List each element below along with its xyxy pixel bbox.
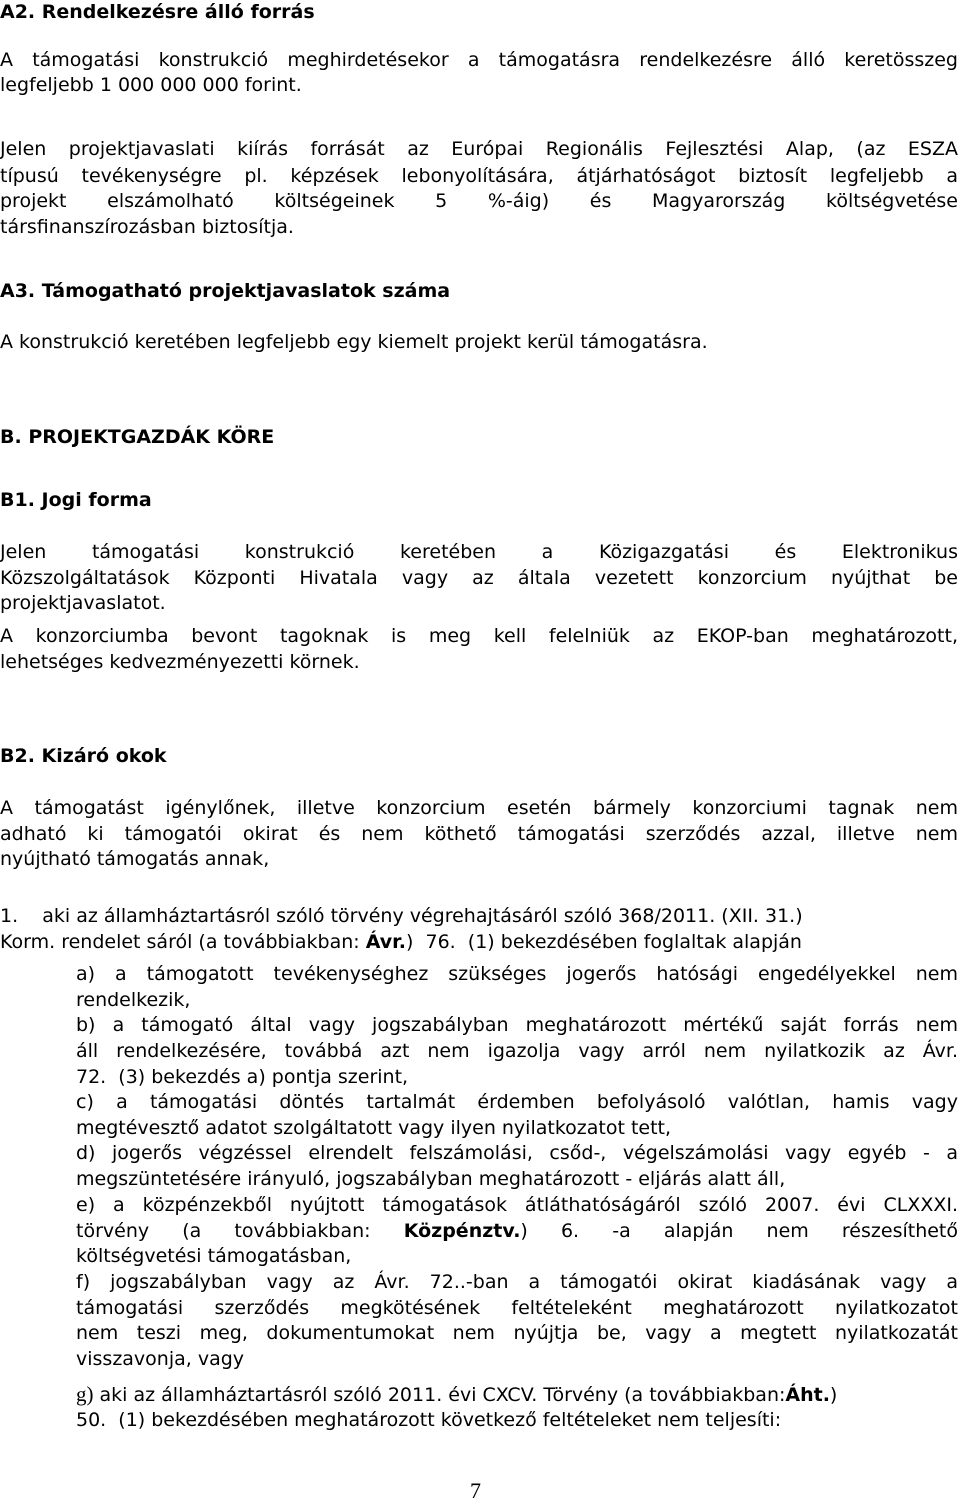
b2-b-line3: 72. (3) bekezdés a) pontja szerint, <box>76 1066 409 1088</box>
b2-f-line2: támogatási szerződés megkötésének feltételeként meghatározott nyilatkozatot <box>76 1297 958 1319</box>
b1-p1-line1: Jelen támogatási konstrukció keretében a Közigazgatási és Elektronikus <box>0 541 958 563</box>
a2-p2-line2: típusú tevékenységre pl. képzések lebonyolítására, átjárhatóságot biztosít legfeljebb a <box>0 165 958 187</box>
page-number: 7 <box>470 1478 481 1503</box>
section-heading-b2: B2. Kizáró okok <box>0 745 167 767</box>
b2-d-line1: d) jogerős végzéssel elrendelt felszámolási, csőd-, végelszámolási vagy egyéb - a <box>76 1142 958 1164</box>
a2-p2-line3: projekt elszámolható költségeinek 5 %-áig) és Magyarország költségvetése <box>0 190 958 212</box>
b2-g-line2: 50. (1) bekezdésében meghatározott következő feltételeket nem teljesíti: <box>76 1409 782 1431</box>
section-heading-a3: A3. Támogatható projektjavaslatok száma <box>0 280 451 302</box>
b2-b-line1: b) a támogató által vagy jogszabályban meghatározott mértékű saját forrás nem <box>76 1014 958 1036</box>
b2-f-line4: visszavonja, vagy <box>76 1348 245 1370</box>
b2-item1-line1: 1. aki az államháztartásról szóló törvény végrehajtásáról szóló 368/2011. (XII. 31.) <box>0 905 803 927</box>
b1-p1-line3: projektjavaslatot. <box>0 592 166 614</box>
b2-c-line1: c) a támogatási döntés tartalmát érdemben befolyásoló valótlan, hamis vagy <box>76 1091 958 1113</box>
b1-p2-line1: A konzorciumba bevont tagoknak is meg kell felelniük az EKOP-ban meghatározott, <box>0 625 958 647</box>
b2-f-line1: f) jogszabályban vagy az Ávr. 72..-ban a támogatói okirat kiadásának vagy a <box>76 1271 958 1293</box>
a2-p2-line1: Jelen projektjavaslati kiírás forrását az Európai Regionális Fejlesztési Alap, (az ESZA <box>0 138 958 160</box>
b2-d-line2: megszüntetésére irányuló, jogszabályban meghatározott - eljárás alatt áll, <box>76 1168 786 1190</box>
section-heading-b: B. PROJEKTGAZDÁK KÖRE <box>0 426 275 448</box>
a2-p1-line1: A támogatási konstrukció meghirdetésekor a támogatásra rendelkezésre álló keretösszeg <box>0 49 958 71</box>
b2-b-line2: áll rendelkezésére, továbbá azt nem igazolja vagy arról nem nyilatkozik az Ávr. <box>76 1040 958 1062</box>
b2-a-line1: a) a támogatott tevékenységhez szükséges jogerős hatósági engedélyekkel nem <box>76 963 958 985</box>
section-heading-a2: A2. Rendelkezésre álló forrás <box>0 1 315 23</box>
section-heading-b1: B1. Jogi forma <box>0 489 152 511</box>
b2-g-line1: g) aki az államháztartásról szóló 2011. évi CXCV. Törvény (a továbbiakban:Áht.) <box>76 1382 838 1406</box>
b1-p2-line2: lehetséges kedvezményezetti körnek. <box>0 651 360 673</box>
b2-p1-line1: A támogatást igénylőnek, illetve konzorcium esetén bármely konzorciumi tagnak nem <box>0 797 958 819</box>
b2-a-line2: rendelkezik, <box>76 989 191 1011</box>
b2-e-line2: törvény (a továbbiakban: Közpénztv.) 6. -a alapján nem részesíthető <box>76 1220 958 1242</box>
a2-p2-line4: társfinanszírozásban biztosítja. <box>0 216 294 238</box>
b2-e-line1: e) a közpénzekből nyújtott támogatások átláthatóságáról szóló 2007. évi CLXXXI. <box>76 1194 958 1216</box>
b2-c-line2: megtévesztő adatot szolgáltatott vagy ilyen nyilatkozatot tett, <box>76 1117 672 1139</box>
b1-p1-line2: Közszolgáltatások Központi Hivatala vagy az általa vezetett konzorcium nyújthat be <box>0 567 958 589</box>
b2-e-line3: költségvetési támogatásban, <box>76 1245 352 1267</box>
b2-p1-line2: adható ki támogatói okirat és nem köthető támogatási szerződés azzal, illetve nem <box>0 823 958 845</box>
a3-p1-line1: A konstrukció keretében legfeljebb egy kiemelt projekt kerül támogatásra. <box>0 331 708 353</box>
b2-item1-line2: Korm. rendelet sáról (a továbbiakban: Ávr.) 76. (1) bekezdésében foglaltak alapján <box>0 931 802 953</box>
b2-f-line3: nem teszi meg, dokumentumokat nem nyújtja be, vagy a megtett nyilatkozatát <box>76 1322 958 1344</box>
a2-p1-line2: legfeljebb 1 000 000 000 forint. <box>0 74 302 96</box>
b2-p1-line3: nyújtható támogatás annak, <box>0 848 270 870</box>
